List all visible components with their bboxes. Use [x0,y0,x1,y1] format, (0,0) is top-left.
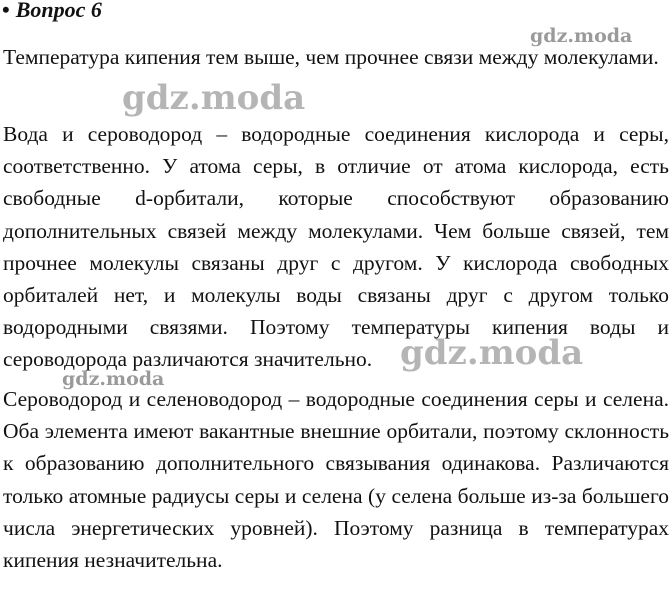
watermark-small-left: gdz.moda [62,368,165,390]
question-title: Вопрос 6 [15,0,102,22]
paragraph-1: Температура кипения тем выше, чем прочнее связи между молекулами. [3,45,659,69]
watermark-large-2: gdz.moda [400,333,584,373]
watermark-large-1: gdz.moda [122,78,306,118]
watermark-top-right: gdz.moda [530,25,633,47]
paragraph-2: Вода и сероводород – водородные соединения кислорода и серы, соответственно. У атома серы, в отличие от атома кислорода, есть свободные d-орбитали, которые способствуют образованию дополнительных связей между молекулами. Чем больше связей, тем прочнее молекулы связаны друг с другом. У кислорода свободных орбиталей нет, и молекулы воды связаны друг с другом только водородными связями. Поэтому температуры кипения воды и сероводорода различаются значительно. [3,122,669,372]
paragraph-3: Сероводород и селеноводород – водородные соединения серы и селена. Оба элемента имеют вакантные внешние орбитали, поэтому склонность к образованию дополнительного связывания одинакова. Различаются только атомные радиусы серы и селена (у селена больше из-за большего числа энергетических уровней). Поэтому разница в температурах кипения незначительна. [3,387,669,573]
question-heading [2,0,102,23]
bullet-icon: • [2,0,10,22]
